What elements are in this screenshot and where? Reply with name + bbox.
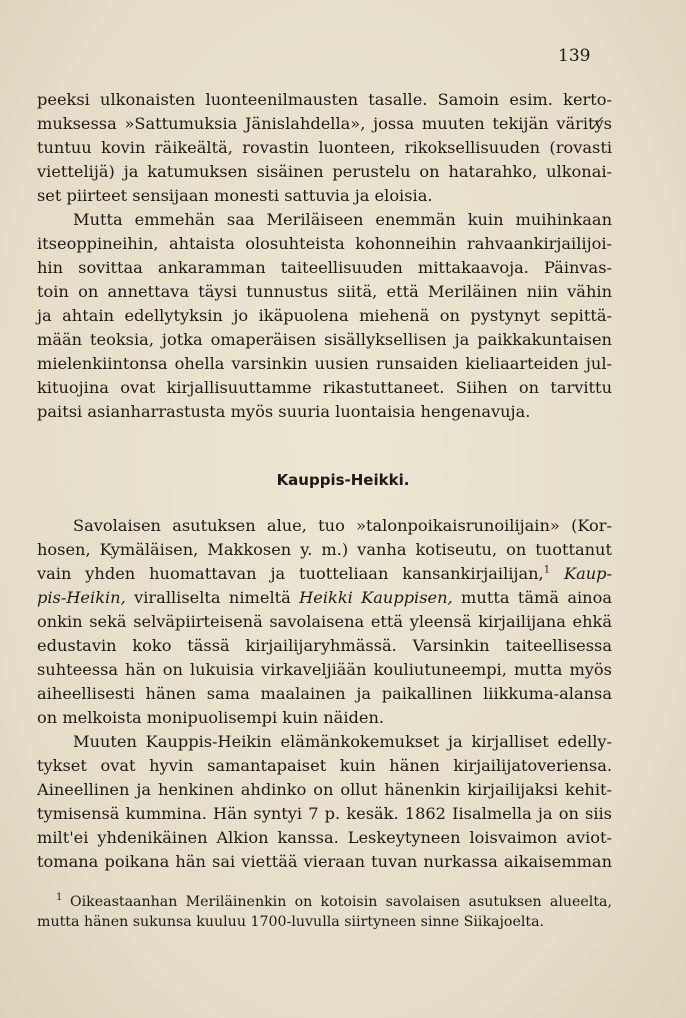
page-number: 139 [558, 46, 591, 66]
text-line: Savolaisen asutuksen alue, tuo »talonpoikaisrunoilijain» (Kor- [73, 516, 612, 535]
text-line: suhteessa hän on lukuisia virkaveljiään kouliutuneempi, mutta myös [37, 660, 612, 679]
section-heading: Kauppis-Heikki. [276, 471, 410, 489]
text-line: mielenkiintonsa ohella varsinkin uusien runsaiden kieliaarteiden jul- [37, 354, 612, 373]
text-span: viralliselta nimeltä [125, 588, 300, 607]
footnote-reference: 1 [543, 564, 551, 576]
text-line: hosen, Kymäläisen, Makkosen y. m.) vanha kotiseutu, on tuottanut [37, 540, 612, 559]
text-line: aiheellisesti hänen sama maalainen ja paikallinen liikkuma-alansa [37, 684, 612, 703]
italic-name: Kaup- [563, 564, 612, 583]
text-span: vain yhden huomattavan ja tuotteliaan kansankirjailijan, [37, 564, 544, 583]
text-line: on melkoista monipuolisempi kuin näiden. [37, 708, 385, 727]
text-line: kituojina ovat kirjallisuuttamme rikastuttaneet. Siihen on tarvittu [37, 378, 612, 397]
text-line: mään teoksia, jotka omaperäisen sisällyksellisen ja paikkakuntaisen [37, 330, 612, 349]
footnote-text: Oikeastaanhan Meriläinenkin on kotoisin savolaisen asutuksen alueelta, [70, 894, 612, 910]
text-line: peeksi ulkonaisten luonteenilmausten tasalle. Samoin esim. kerto- [37, 90, 612, 109]
text-line [37, 562, 612, 586]
text-line: toin on annettava täysi tunnustus siitä, että Meriläinen niin vähin [37, 282, 612, 301]
text-line: edustavin koko tässä kirjailijaryhmässä. Varsinkin taiteellisessa [37, 636, 612, 655]
text-line: viettelijä) ja katumuksen sisäinen perustelu on hatarahko, ulkonai- [37, 162, 612, 181]
text-span: mutta tämä ainoa [452, 588, 613, 607]
text-line: Aineellinen ja henkinen ahdinko on ollut hänenkin kirjailijaksi kehit- [37, 780, 612, 799]
text-line: onkin sekä selväpiirteisenä savolaisena että yleensä kirjailijana ehkä [37, 612, 612, 631]
text-line: tykset ovat hyvin samantapaiset kuin hänen kirjailijatoveriensa. [37, 756, 612, 775]
text-line: tomana poikana hän sai viettää vieraan tuvan nurkassa aikaisemman [37, 852, 612, 871]
text-line: ja ahtain edellytyksin jo ikäpuolena miehenä on pystynyt sepittä- [37, 306, 612, 325]
italic-name: pis-Heikin, [37, 588, 126, 607]
text-line: paitsi asianharrastusta myös suuria luontaisia hengenavuja. [37, 402, 531, 421]
footnote-line: 1 Oikeastaanhan Meriläinenkin on kotoisin savolaisen asutuksen alueelta, [56, 892, 612, 910]
text-line: itseoppineihin, ahtaista olosuhteista kohonneihin rahvaankirjailijoi- [37, 234, 612, 253]
text-line: Mutta emmehän saa Meriläiseen enemmän kuin muihinkaan [73, 210, 612, 229]
text-line: hin sovittaa ankaramman taiteellisuuden mittakaavoja. Päinvas- [37, 258, 612, 277]
text-line: set piirteet sensijaan monesti sattuvia ja eloisia. [37, 186, 433, 205]
text-line: Muuten Kauppis-Heikin elämänkokemukset ja kirjalliset edelly- [73, 732, 612, 751]
italic-name: Heikki Kauppisen, [299, 588, 453, 607]
footnote-line: mutta hänen sukunsa kuuluu 1700-luvulla siirtyneen sinne Siikajoelta. [37, 914, 545, 930]
text-line: tymisensä kummina. Hän syntyi 7 p. kesäk. 1862 Iisalmella ja on siis [37, 804, 612, 823]
text-line: milt'ei yhdenikäinen Alkion kanssa. Leskeytyneen loisvaimon aviot- [37, 828, 612, 847]
text-line: tuntuu kovin räikeältä, rovastin luonteen, rikoksellisuuden (rovasti [37, 138, 612, 157]
text-line: muksessa »Sattumuksia Jänislahdella», jossa muuten tekijän värity̸s [37, 114, 612, 133]
text-line [37, 586, 612, 610]
